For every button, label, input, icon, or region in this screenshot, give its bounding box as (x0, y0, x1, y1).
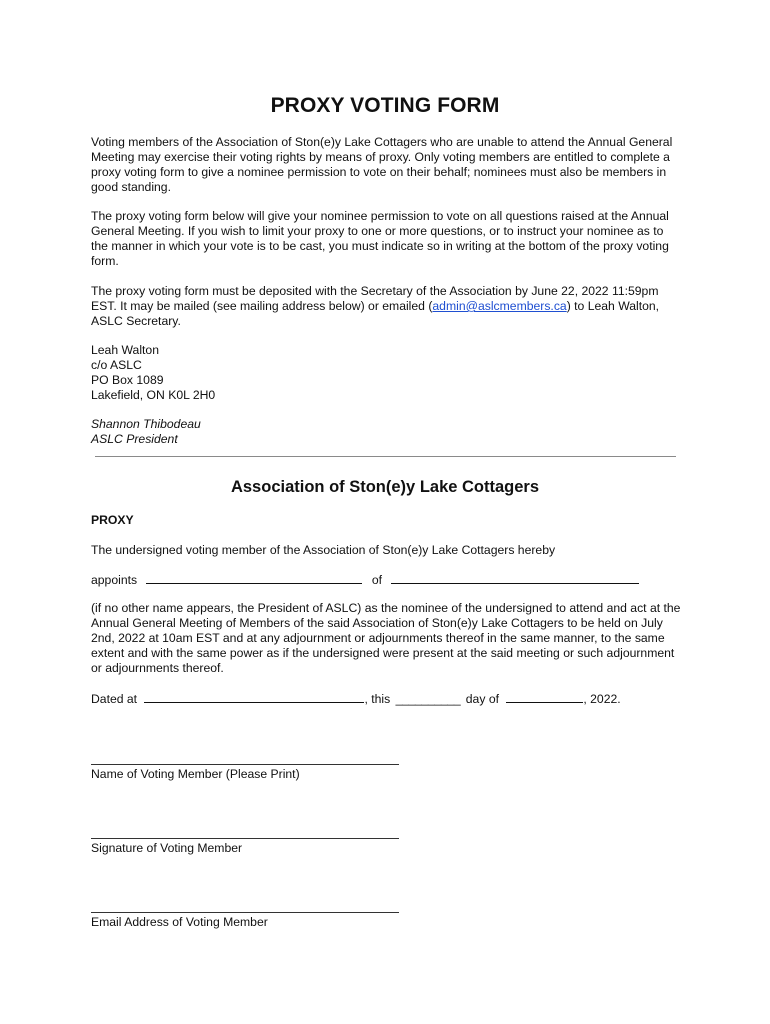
appoints-label: appoints (91, 573, 138, 587)
member-signature-label: Signature of Voting Member (91, 841, 243, 855)
section-divider (95, 456, 676, 457)
month-blank[interactable] (506, 691, 583, 703)
member-email-line[interactable] (91, 912, 399, 913)
deposit-text-before-link: The proxy voting form must be deposited with the Secretary of the Association by June 22, 2022 11:59pm EST. It may be mailed (see mailing address below) or emailed ( (91, 284, 659, 313)
this-label: , this (364, 692, 391, 706)
appoints-row (91, 572, 639, 588)
intro-paragraph-2: The proxy voting form below will give your nominee permission to vote on all questions raised at the Annual General Meeting. If you wish to limit your proxy to one or more questions, or to instruct your nominee as to the manner in which your vote is to be cast, you must indicate so in writing at the bottom of the proxy voting form. (91, 209, 669, 268)
email-link[interactable]: admin@aslcmembers.ca (432, 299, 567, 313)
page-title: PROXY VOTING FORM (270, 94, 500, 117)
president-signoff (91, 417, 201, 447)
dated-at-label: Dated at (91, 692, 138, 706)
proxy-form-heading: Association of Ston(e)y Lake Cottagers (230, 478, 540, 496)
intro-paragraph-1: Voting members of the Association of Ston(e)y Lake Cottagers who are unable to attend the Annual General Meeting may exercise their voting rights by means of proxy. Only voting members are entitled to complete a proxy voting form to give a nominee permission to vote on their behalf; nominees must also be members in good standing. (91, 135, 673, 194)
member-signature-line[interactable] (91, 838, 399, 839)
signoff-name: Shannon Thibodeau (91, 417, 201, 431)
mailing-address (91, 343, 215, 403)
address-line: Lakefield, ON K0L 2H0 (91, 388, 216, 402)
undersigned-text: The undersigned voting member of the Association of Ston(e)y Lake Cottagers hereby (91, 543, 556, 557)
deposit-text-after-link: ) to Leah Walton, ASLC Secretary. (91, 299, 660, 328)
member-email-label: Email Address of Voting Member (91, 915, 268, 929)
address-line: PO Box 1089 (91, 373, 164, 387)
nominee-location-blank[interactable] (391, 572, 639, 584)
proxy-label: PROXY (91, 513, 134, 527)
day-blank[interactable]: __________ (395, 692, 461, 706)
nominee-name-blank[interactable] (146, 572, 362, 584)
day-of-label: day of (465, 692, 499, 706)
signoff-role: ASLC President (91, 432, 178, 446)
year-suffix: , 2022. (583, 692, 621, 706)
of-label: of (371, 573, 383, 587)
address-line: Leah Walton (91, 343, 159, 357)
address-line: c/o ASLC (91, 358, 142, 372)
deposit-paragraph (91, 284, 681, 329)
dated-row (91, 691, 621, 707)
dated-at-blank[interactable] (144, 691, 364, 703)
member-name-line[interactable] (91, 764, 399, 765)
nominee-paragraph: (if no other name appears, the President of ASLC) as the nominee of the undersigned to attend and act at the Annual General Meeting of Members of the said Association of Ston(e)y Lake Cottagers to be held on July 2nd, 2022 at 10am EST and at any adjournment or adjournments thereof in the same manner, to the same extent and with the same power as if the undersigned were present at the said meeting or such adjournment or adjournments thereof. (91, 601, 681, 675)
member-name-label: Name of Voting Member (Please Print) (91, 767, 300, 781)
